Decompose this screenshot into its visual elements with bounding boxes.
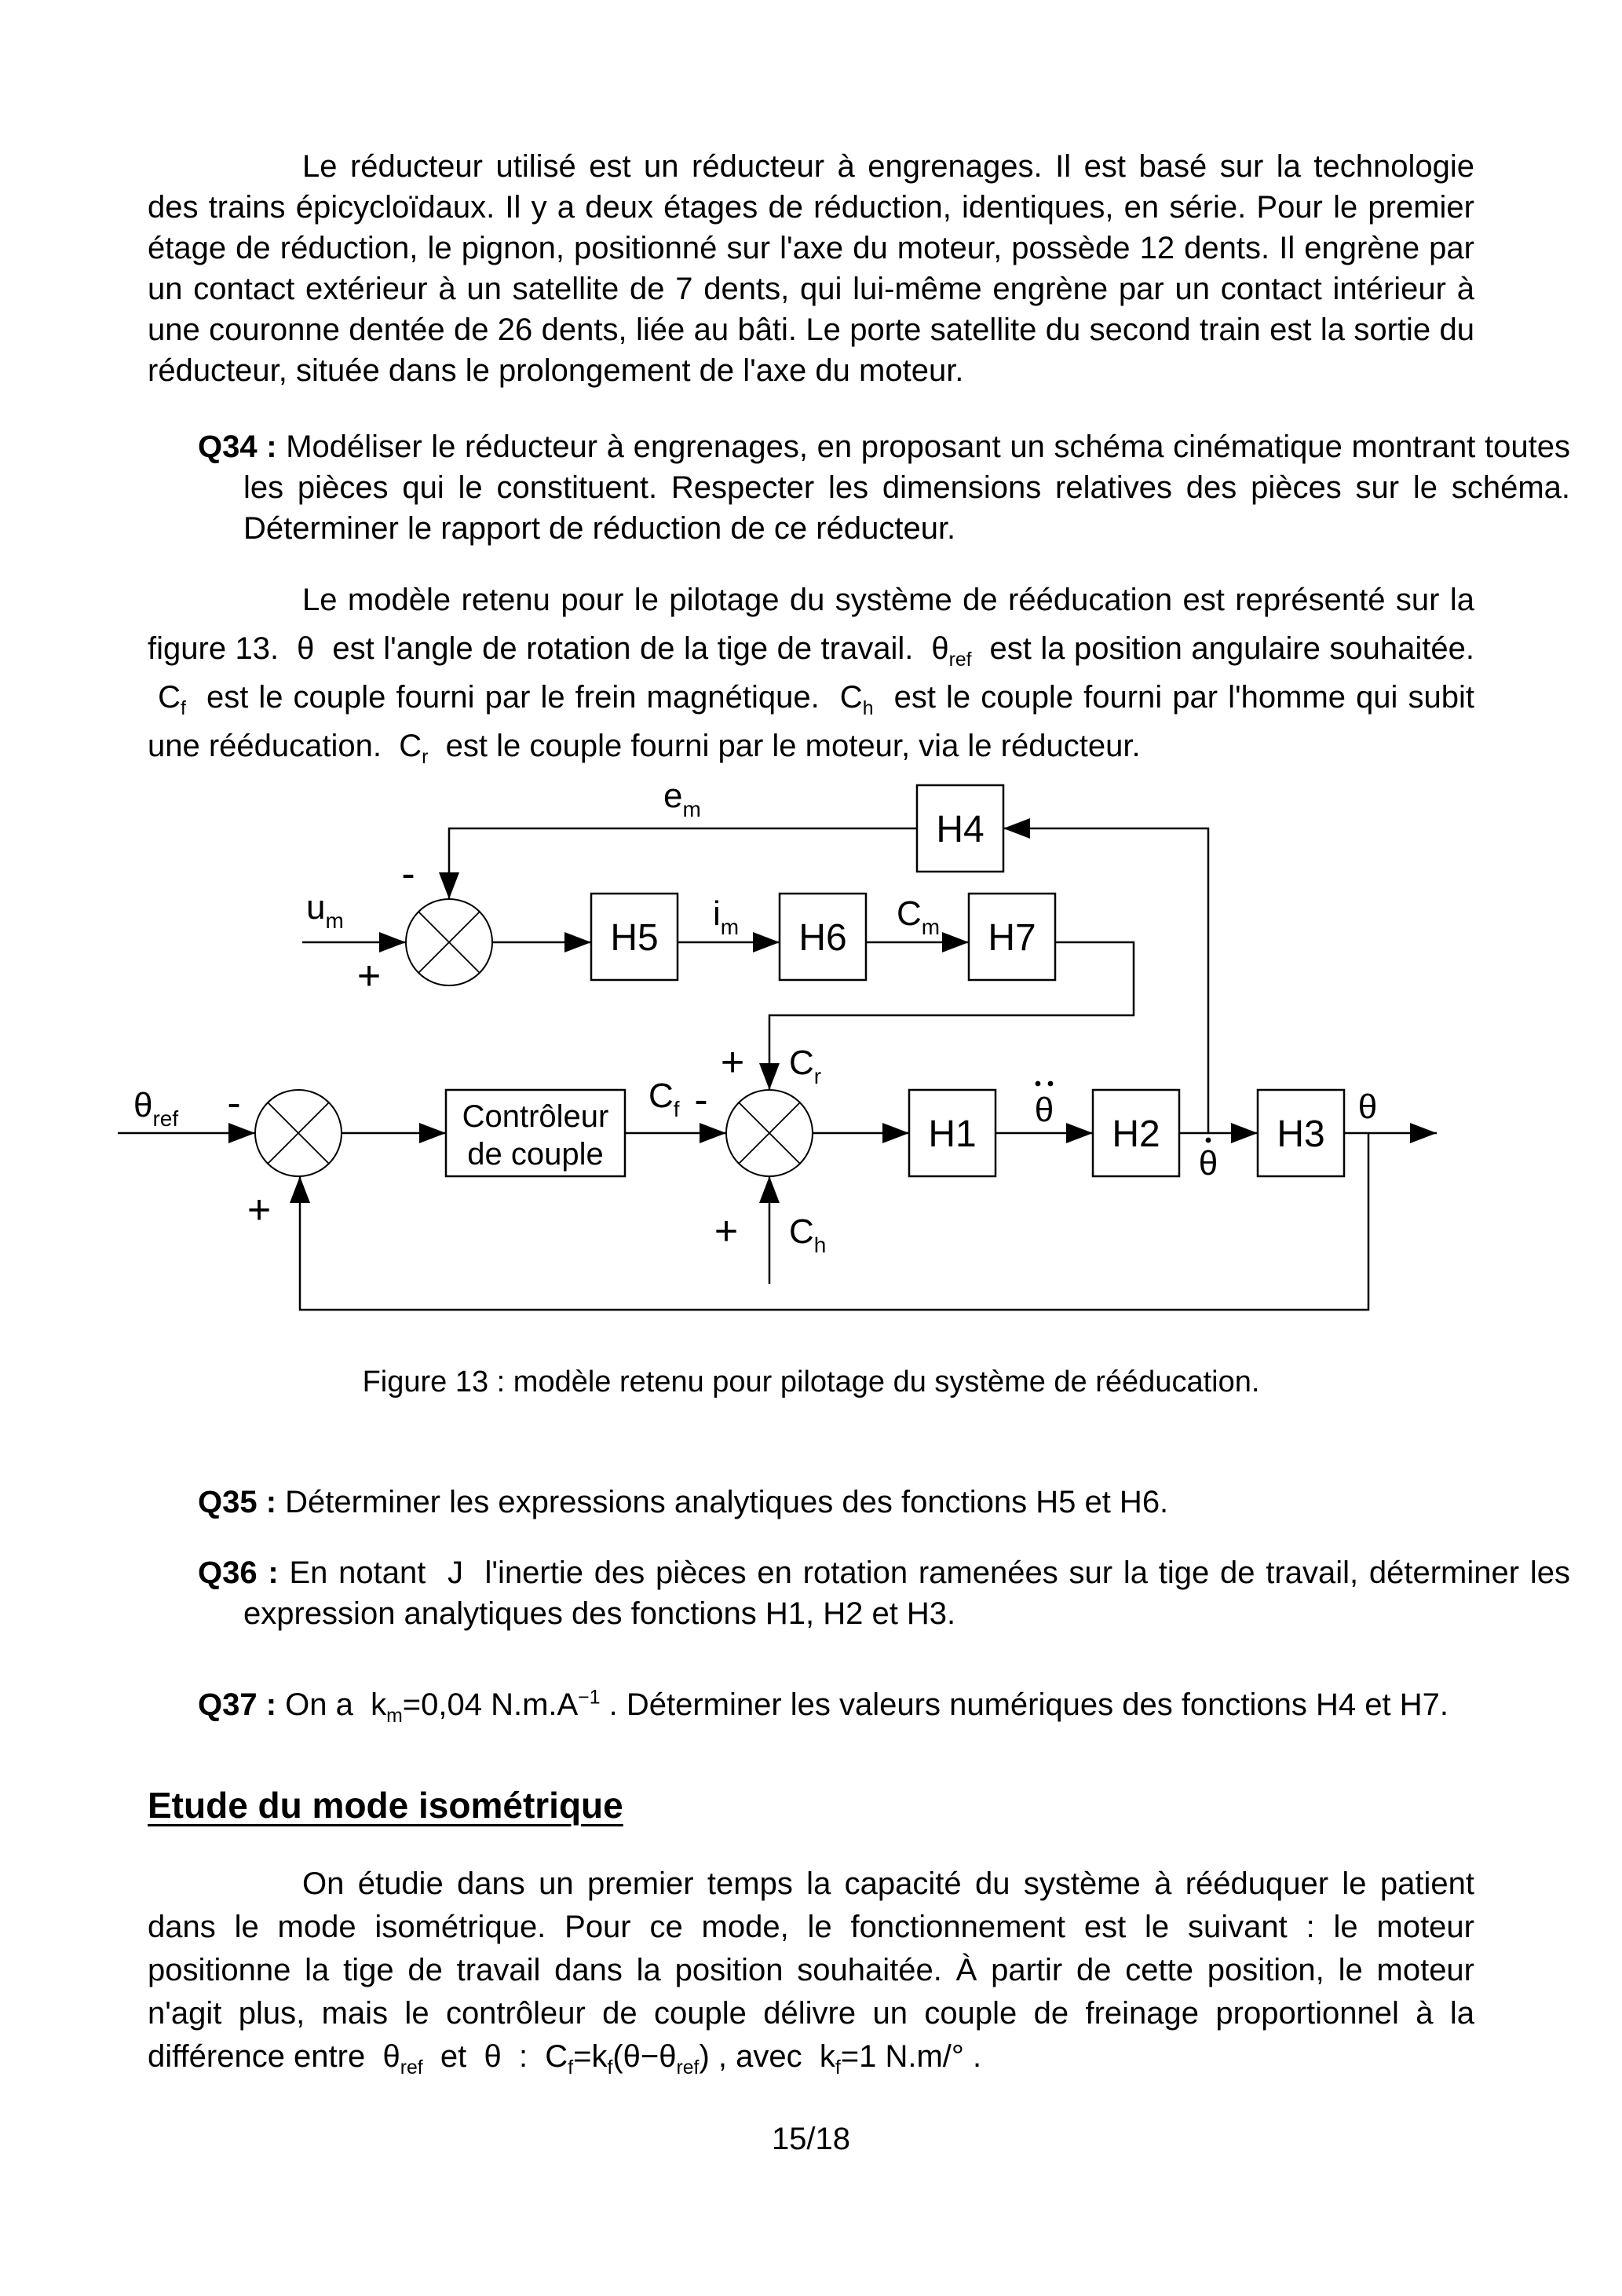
- sign-minus-thetaref: -: [227, 1080, 241, 1126]
- block-h2-label: H2: [1112, 1113, 1160, 1155]
- paragraph-isometrique: On étudie dans un premier temps la capacité du système à rééduquer le patient dans le mode isométrique. Pour ce mode, le fonctionnement est le suivant : le moteur positionne la tige de travail dans la position souhaitée. À partir de cette position, le moteur n'agit plus, mais le contrôleur de couple délivre un couple de freinage proportionnel à la différence entre $\theta_{ref}$ et θ : $C_f=k_f(\theta-\theta_{ref})$ , avec $k_f=1$ N.m/° .: [148, 1866, 1474, 2078]
- question-q35-label: Q35 :: [198, 1485, 277, 1519]
- sign-plus-ch: +: [714, 1208, 739, 1254]
- question-q34-text: Modéliser le réducteur à engrenages, en proposant un schéma cinématique montrant toutes les pièces qui le constituent. Respecter les dimensions relatives des pièces sur le schéma. Déterminer le rapport de réduction de ce réducteur.: [243, 430, 1570, 546]
- block-h3-label: H3: [1277, 1113, 1325, 1155]
- signal-label-ch: $C_h$: [789, 1212, 827, 1257]
- question-q37-text: On a $k_m=0,04$ $N.m.A^{-1}$ . Déterminer les valeurs numériques des fonctions H4 et H7.: [285, 1687, 1448, 1727]
- sign-minus-cf: -: [694, 1077, 708, 1123]
- signal-label-cm: $C_m$: [897, 894, 941, 939]
- sign-minus-em: -: [401, 851, 415, 897]
- block-h4-label: H4: [936, 809, 985, 850]
- sign-plus-cr: +: [720, 1040, 745, 1085]
- question-q35-text: Déterminer les expressions analytiques des fonctions H5 et H6.: [285, 1485, 1169, 1519]
- block-controller-line1: Contrôleur: [462, 1099, 609, 1134]
- summing-junction-motor: [406, 899, 492, 985]
- question-q35: [148, 1482, 1570, 1523]
- signal-label-em: $e_m$: [663, 777, 701, 821]
- svg-text:θ: θ: [1198, 1144, 1218, 1183]
- figure-caption: Figure 13 : modèle retenu pour pilotage du système de rééducation.: [362, 1366, 1260, 1398]
- block-controller-line2: de couple: [467, 1137, 604, 1172]
- signal-label-cf: $C_f$: [648, 1077, 680, 1121]
- question-q36: [148, 1552, 1570, 1634]
- block-h5-label: H5: [610, 917, 659, 959]
- figure-13-block-diagram: [0, 770, 1622, 1335]
- question-q36-label: Q36 :: [198, 1556, 279, 1590]
- signal-label-um: $u_m$: [306, 888, 344, 933]
- signal-label-cr: $C_r$: [789, 1044, 822, 1088]
- sign-plus-feedback: +: [247, 1187, 272, 1233]
- block-h6-label: H6: [798, 917, 847, 959]
- signal-label-theta-dot: [1199, 1138, 1218, 1183]
- question-q34-label: Q34 :: [198, 430, 277, 464]
- question-q36-text: En notant J l'inertie des pièces en rotation ramenées sur la tige de travail, déterminer les expression analytiques des fonctions H1, H2 et H3.: [243, 1556, 1570, 1631]
- paragraph-reducteur: Le réducteur utilisé est un réducteur à engrenages. Il est basé sur la technologie des trains épicycloïdaux. Il y a deux étages de réduction, identiques, en série. Pour le premier étage de réduction, le pignon, positionné sur l'axe du moteur, possède 12 dents. Il engrène par un contact extérieur à un satellite de 7 dents, qui lui-même engrène par un contact intérieur à une couronne dentée de 26 dents, liée au bâti. Le porte satellite du second train est la sortie du réducteur, située dans le prolongement de l'axe du moteur.: [148, 149, 1474, 388]
- question-q34: [148, 426, 1570, 549]
- wire-em-feedback: [449, 828, 917, 899]
- summing-junction-position: [255, 1090, 342, 1176]
- signal-label-im: $i_m$: [713, 894, 740, 939]
- sign-plus-um: +: [356, 953, 382, 999]
- signal-label-theta-ddot: [1035, 1081, 1054, 1129]
- paragraph-modele: Le modèle retenu pour le pilotage du système de rééducation est représenté sur la figure 13. θ est l'angle de rotation de la tige de travail. $\theta_{ref}$ est la position angulaire souhaitée. $C_f$ est le couple fourni par le frein magnétique. $C_h$ est le couple fourni par l'homme qui subit une rééducation. $C_r$ est le couple fourni par le moteur, via le réducteur.: [148, 583, 1474, 768]
- summing-junction-torque: [726, 1090, 813, 1176]
- page-number: 15/18: [771, 2122, 851, 2156]
- section-heading-mode-isometrique: Etude du mode isométrique: [148, 1785, 623, 1826]
- signal-label-theta-ref: $\theta_{ref}$: [133, 1086, 179, 1131]
- block-h7-label: H7: [988, 917, 1036, 959]
- svg-text:θ: θ: [1034, 1091, 1054, 1129]
- question-q37-label: Q37 :: [198, 1687, 277, 1722]
- signal-label-theta: θ: [1357, 1088, 1378, 1126]
- question-q37: [148, 1682, 1570, 1727]
- block-h1-label: H1: [928, 1113, 977, 1155]
